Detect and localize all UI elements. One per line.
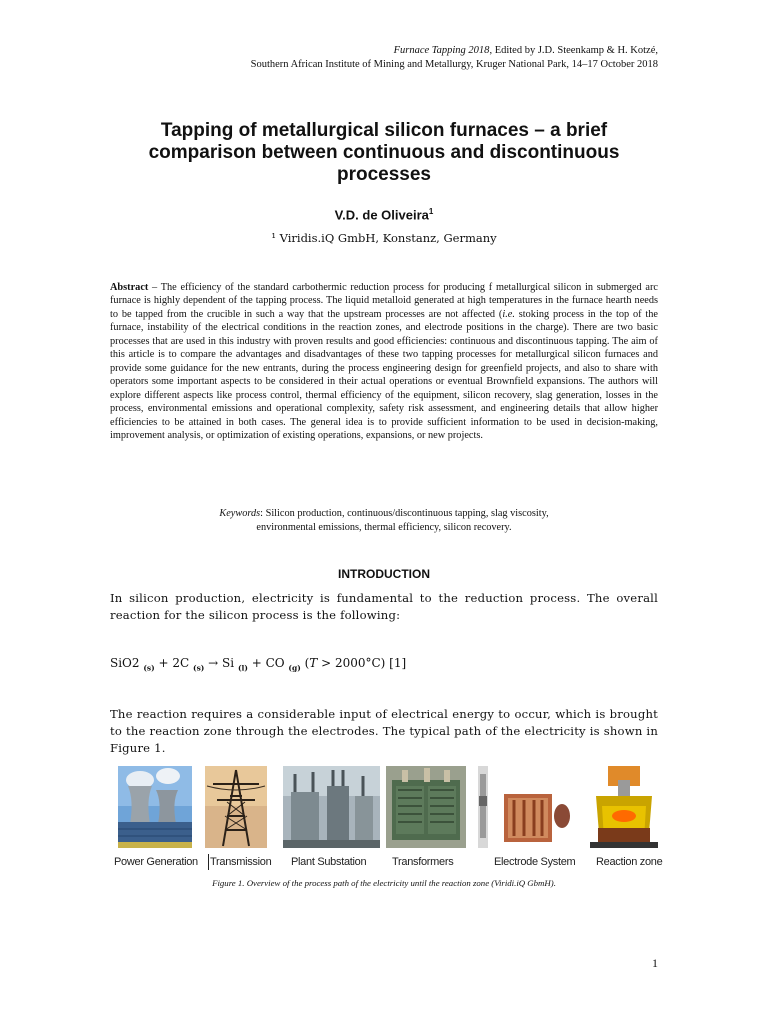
keywords <box>110 507 658 535</box>
reaction-zone-image <box>590 766 658 848</box>
author <box>110 207 658 222</box>
eq-state-l: (l) <box>237 663 248 673</box>
header-journal: Furnace Tapping 2018 <box>393 45 490 56</box>
author-sup: 1 <box>428 207 434 216</box>
header-line2: Southern African Institute of Mining and Metallurgy, Kruger National Park, 14–17 October 2018 <box>250 59 658 70</box>
eq-carbon: + 2C <box>154 656 190 670</box>
eq-state-s2: (s) <box>193 663 205 673</box>
page-number: 1 <box>652 956 658 970</box>
header-editors: , Edited by J.D. Steenkamp & H. Kotzé, <box>489 45 658 56</box>
eq-sio: SiO <box>110 656 132 670</box>
eq-two: 2 <box>131 656 140 670</box>
intro-paragraph-2: The reaction requires a considerable input of electrical energy to occur, which is brought to the reaction zone through the electrodes. The typical path of the electricity is shown in Figure 1. <box>110 707 658 755</box>
label-plant-substation: Plant Substation <box>291 856 367 868</box>
label-transformers: Transformers <box>392 856 454 868</box>
abstract-text-1: – The efficiency of the standard carbothermic reduction process for producing f metallurgical silicon in submerged arc furnace is highly dependent of the tapping process. The liquid metalloid generated at high temperatures in the furnace hearth needs to be tapped from the crucible in such a way that the upstream processes are not affected ( <box>110 282 658 320</box>
eq-condition: > 2000°C) [1] <box>317 656 407 670</box>
label-power-generation: Power Generation <box>114 856 198 868</box>
abstract <box>110 281 658 442</box>
figure-caption: Figure 1. Overview of the process path of the electricity until the reaction zone (Viridi.iQ GbmH). <box>212 878 556 888</box>
intro-paragraph-1: In silicon production, electricity is fundamental to the reduction process. The overall reaction for the silicon process is the following: <box>110 591 658 622</box>
eq-temp-symbol: T <box>309 656 318 670</box>
label-transmission: Transmission <box>210 856 272 868</box>
eq-state-s1: (s) <box>143 663 155 673</box>
transmission-tower-image <box>205 766 267 848</box>
abstract-ie: i.e. <box>502 308 515 320</box>
label-reaction-zone: Reaction zone <box>596 856 663 868</box>
eq-paren: ( <box>300 656 310 670</box>
paper-title: Tapping of metallurgical silicon furnaces – a brief comparison between continuous and discontinuous processes <box>148 120 620 185</box>
abstract-text-2: stoking process in the top of the furnace, instability of the electrical conditions in the reaction zones, and electrode positions in the charge). There are two basic processes that are used in this industry with proven results and good efficiencies: continuous and discontinuous tapping. The aim of this article is to compare the advantages and disadvantages of these two tapping processes for metallurgical silicon furnaces and provide some guidance for the new entrants, during the process engineering design for greenfield projects, and also to share with operators some important aspects to be considered in their actual operations or eventual Brownfield expansions. The authors will explore different aspects like process control, thermal efficiency of the equipment, silicon recovery, slag generation, losses in the process, environmental emissions and operational complexity, safety risk assessment, and engineering details that allow higher efficiencies to be attained in both cases. The general idea is to provide sufficient information to be used in decision-making, improvement analysis, or optimization of existing operations, expansions, or new projects. <box>110 308 658 441</box>
abstract-label: Abstract <box>110 282 149 293</box>
eq-co: + CO <box>247 656 285 670</box>
author-name: V.D. de Oliveira <box>334 207 429 223</box>
figure-divider <box>208 854 209 870</box>
eq-si: → Si <box>204 656 235 670</box>
electrode-system-image <box>476 766 572 848</box>
eq-state-g: (g) <box>288 663 301 673</box>
keywords-line1: : Silicon production, continuous/discontinuous tapping, slag viscosity, <box>260 508 549 519</box>
plant-substation-image <box>283 766 380 848</box>
transformers-image <box>386 766 466 848</box>
affiliation: ¹ Viridis.iQ GmbH, Konstanz, Germany <box>271 231 497 245</box>
running-header <box>251 44 658 72</box>
keywords-line2: environmental emissions, thermal efficiency, silicon recovery. <box>256 522 512 533</box>
figure-1-process-path <box>110 760 663 872</box>
reaction-equation <box>110 656 406 672</box>
power-generation-image <box>118 766 192 848</box>
label-electrode-system: Electrode System <box>494 856 576 868</box>
section-heading-introduction: INTRODUCTION <box>338 567 430 581</box>
keywords-label: Keywords <box>219 508 261 519</box>
